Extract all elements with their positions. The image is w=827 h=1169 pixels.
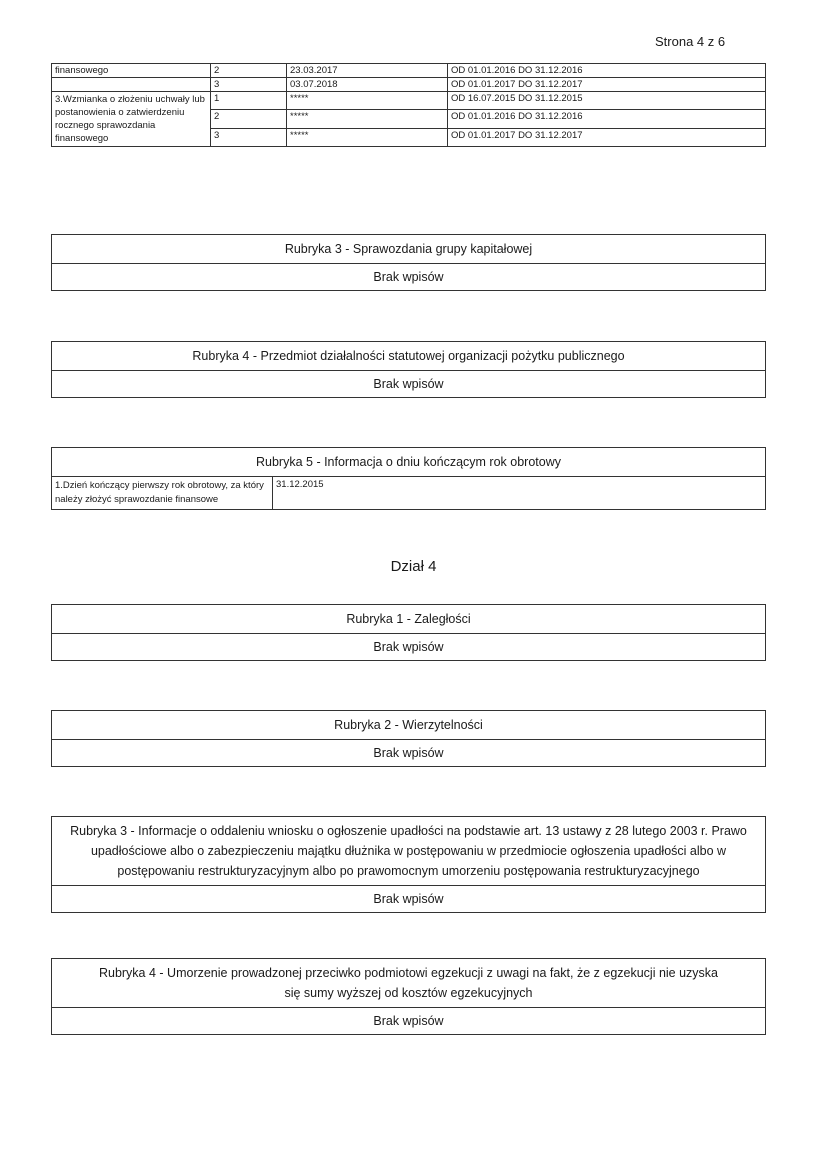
rubryka-title: Rubryka 1 - Zaległości [52, 605, 765, 634]
row-number: 3 [211, 128, 287, 146]
rubryka-body: Brak wpisów [373, 1014, 444, 1028]
rubryka-5-box [51, 447, 766, 510]
table-row [52, 92, 766, 110]
section-title: Dział 4 [390, 558, 437, 575]
row-number: 2 [211, 64, 287, 78]
rubryka-3-box [51, 234, 766, 291]
row-number: 2 [211, 110, 287, 128]
rubryka-title: Rubryka 4 - Umorzenie prowadzonej przeciwko podmiotowi egzekucji z uwagi na fakt, że z egzekucji nie uzyska się sumy wyższej od kosztów egzekucyjnych [52, 959, 765, 1008]
rubryka-4-box [51, 341, 766, 398]
financial-statements-table [51, 63, 766, 147]
rubryka-row [52, 477, 765, 509]
row-label: 3.Wzmianka o złożeniu uchwały lub postanowienia o zatwierdzeniu rocznego sprawozdania finansowego [52, 92, 211, 147]
row-period: OD 01.01.2017 DO 31.12.2017 [448, 128, 766, 146]
row-date: ***** [287, 128, 448, 146]
row-number: 3 [211, 78, 287, 92]
row-date: ***** [287, 110, 448, 128]
rubryka-title: Rubryka 4 - Przedmiot działalności statutowej organizacji pożytku publicznego [52, 342, 765, 371]
rubryka-title: Rubryka 5 - Informacja o dniu kończącym rok obrotowy [52, 448, 765, 477]
table-row [52, 78, 766, 92]
rubryka-body: Brak wpisów [373, 892, 444, 906]
rubryka-body: Brak wpisów [373, 377, 444, 391]
rubryka-row-key: 1.Dzień kończący pierwszy rok obrotowy, za który należy złożyć sprawozdanie finansowe [52, 477, 273, 509]
rubryka-title: Rubryka 2 - Wierzytelności [52, 711, 765, 740]
dzial4-rubryka-1-box [51, 604, 766, 661]
row-period: OD 01.01.2016 DO 31.12.2016 [448, 64, 766, 78]
row-date: ***** [287, 92, 448, 110]
row-label [52, 78, 211, 92]
rubryka-body: Brak wpisów [373, 270, 444, 284]
table-row [52, 64, 766, 78]
row-period: OD 16.07.2015 DO 31.12.2015 [448, 92, 766, 110]
row-label: finansowego [52, 64, 211, 78]
rubryka-body: Brak wpisów [373, 746, 444, 760]
rubryka-title: Rubryka 3 - Sprawozdania grupy kapitałowej [52, 235, 765, 264]
rubryka-title: Rubryka 3 - Informacje o oddaleniu wniosku o ogłoszenie upadłości na podstawie art. 13 ustawy z 28 lutego 2003 r. Prawo upadłościowe albo o zabezpieczeniu majątku dłużnika w postępowaniu w przedmiocie ogłoszenia upadłości albo w postępowaniu restrukturyzacyjnym albo po prawomocnym umorzeniu postępowania restrukturyzacyjnego [52, 817, 765, 886]
row-period: OD 01.01.2017 DO 31.12.2017 [448, 78, 766, 92]
rubryka-row-value: 31.12.2015 [276, 479, 324, 490]
row-period: OD 01.01.2016 DO 31.12.2016 [448, 110, 766, 128]
rubryka-body: Brak wpisów [373, 640, 444, 654]
row-number: 1 [211, 92, 287, 110]
dzial4-rubryka-4-box [51, 958, 766, 1035]
page-number: Strona 4 z 6 [655, 34, 726, 49]
row-date: 03.07.2018 [287, 78, 448, 92]
dzial4-rubryka-2-box [51, 710, 766, 767]
dzial4-rubryka-3-box [51, 816, 766, 913]
row-date: 23.03.2017 [287, 64, 448, 78]
